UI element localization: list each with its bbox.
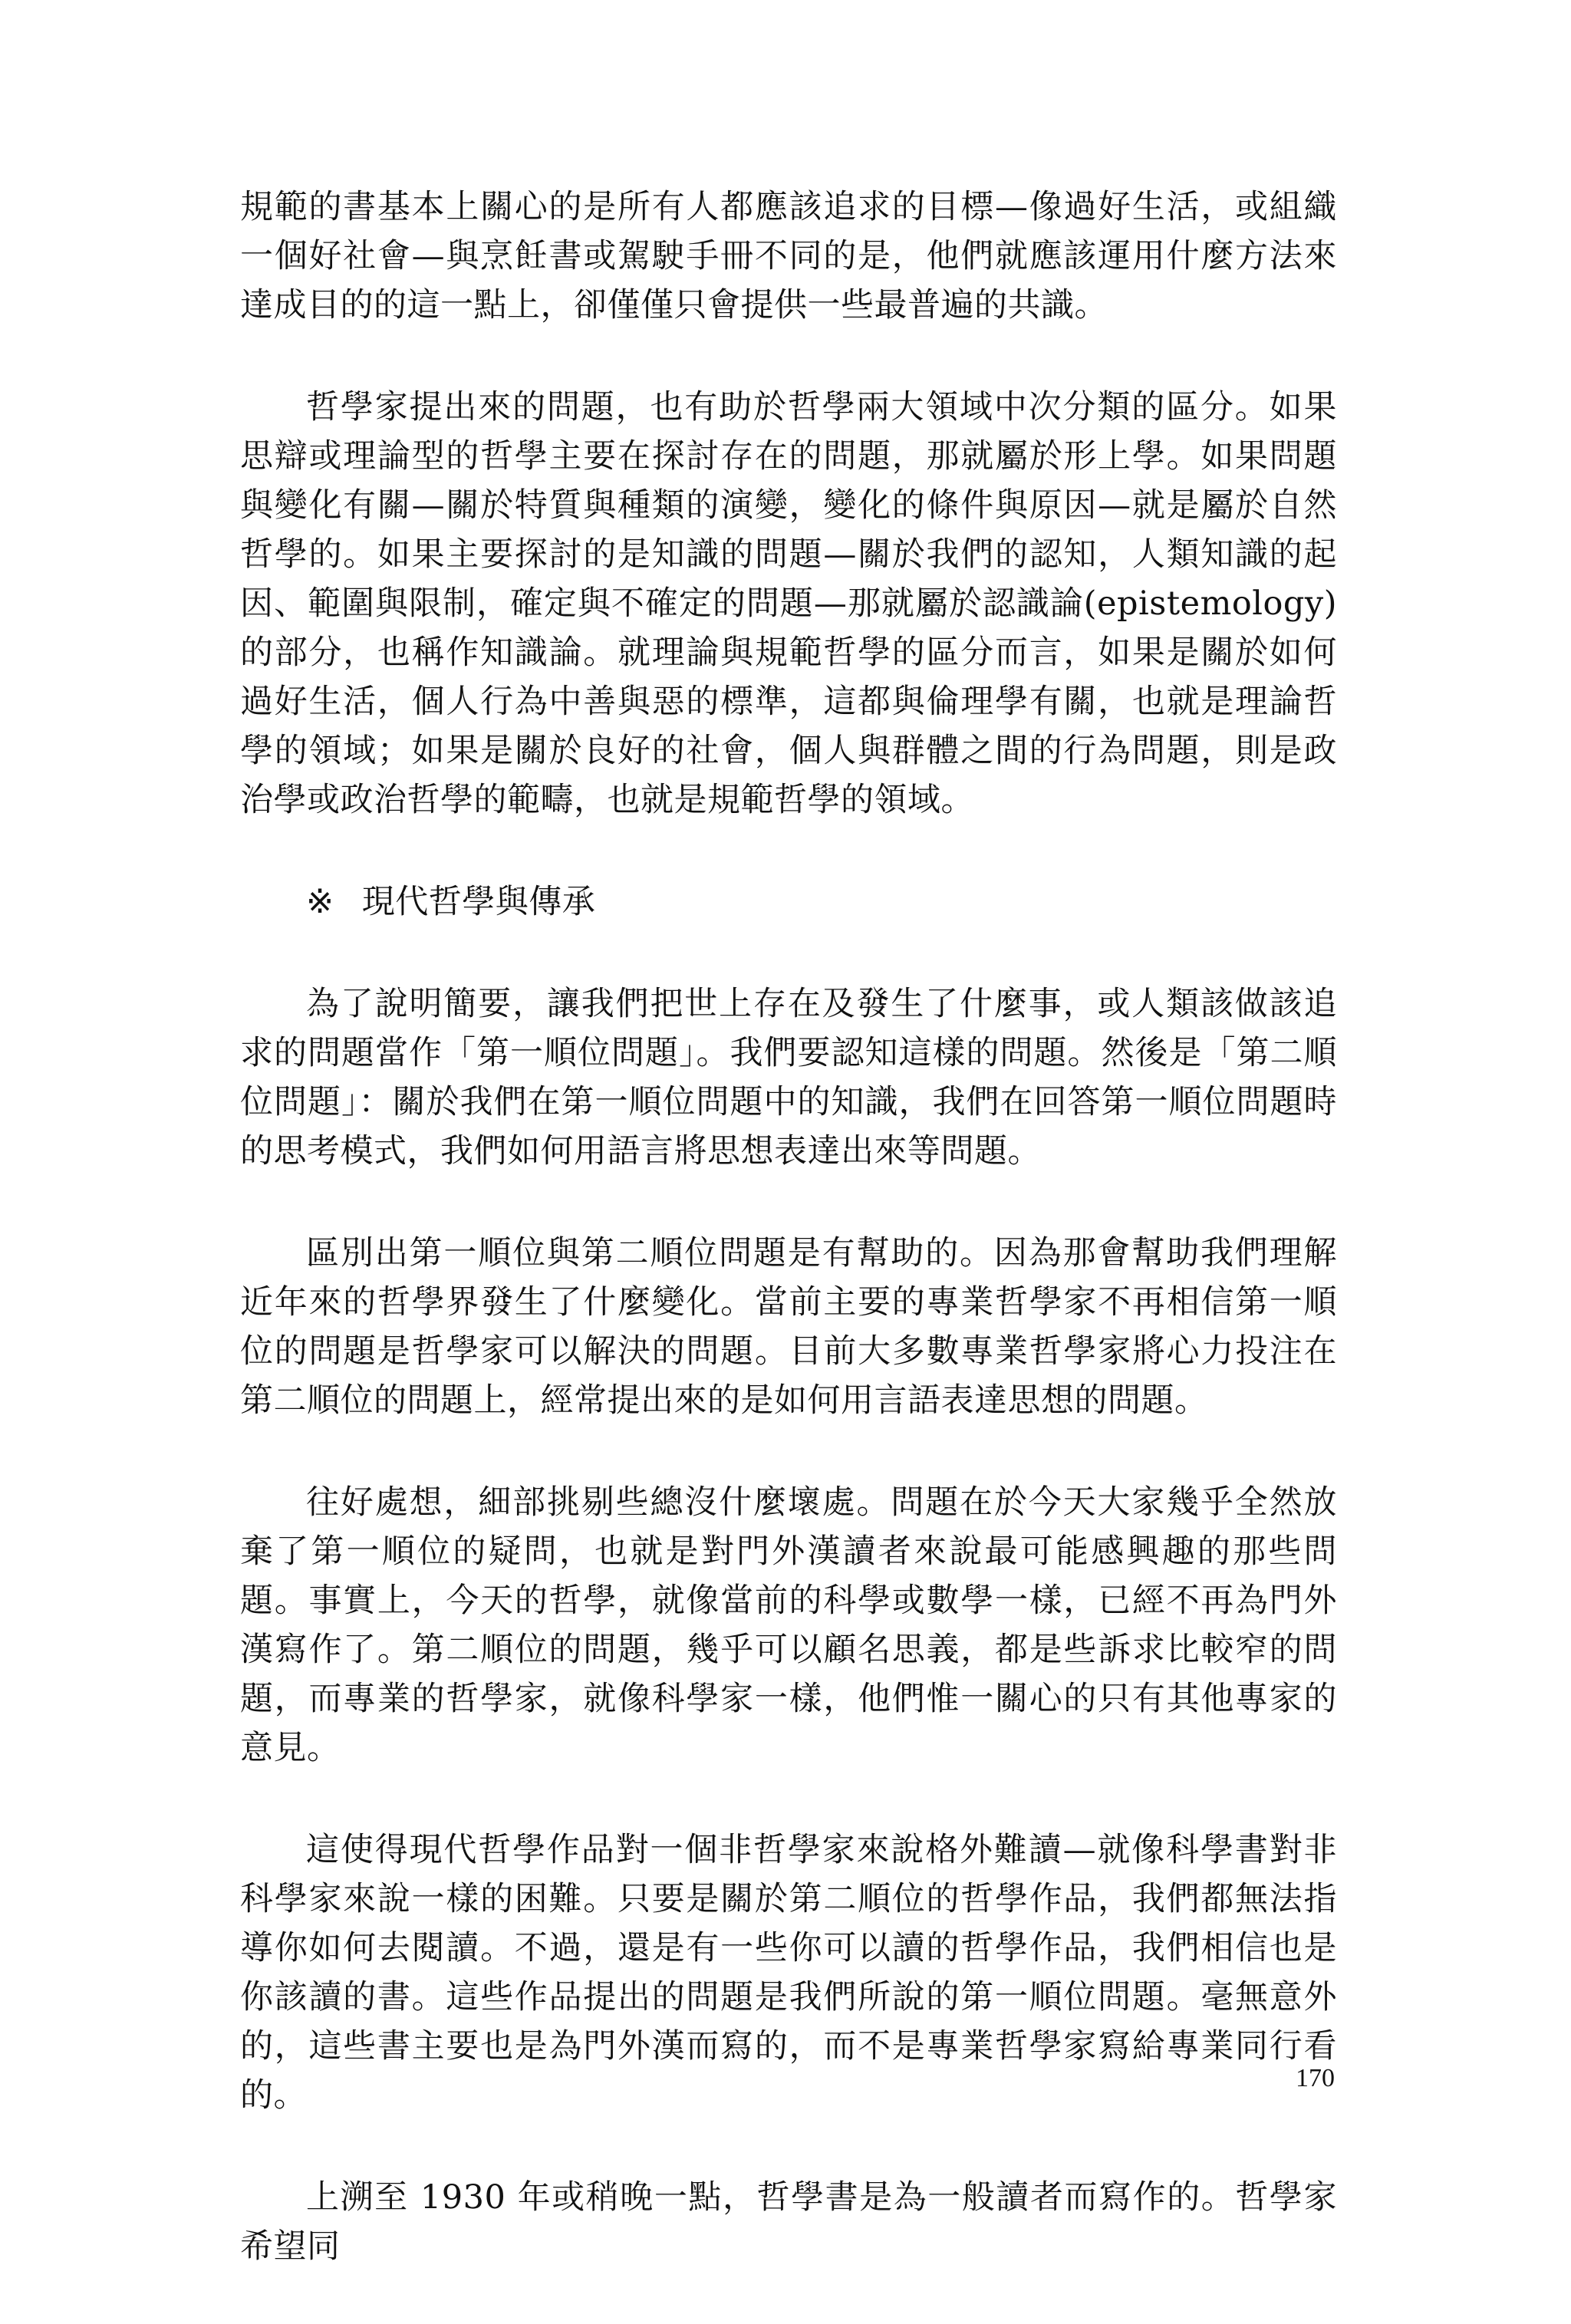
paragraph-abandoned-questions: 往好處想，細部挑剔些總沒什麼壞處。問題在於今天大家幾乎全然放棄了第一順位的疑問，也就是對門外漢讀者來說最可能感興趣的那些問題。事實上，今天的哲學，就像當前的科學或數學一樣，已經不再為門外漢寫作了。第二順位的問題，幾乎可以顧名思義，都是些訴求比較窄的問題，而專業的哲學家，就像科學家一樣，他們惟一關心的只有其他專家的意見。	[240, 1483, 1337, 1767]
paragraph-first-second-order: 為了說明簡要，讓我們把世上存在及發生了什麼事，或人類該做該追求的問題當作「第一順位問題」。我們要認知這樣的問題。然後是「第二順位問題」：關於我們在第一順位問題中的知識，我們在回答第一順位問題時的思考模式，我們如何用語言將思想表達出來等問題。	[240, 985, 1337, 1170]
paragraph-before-1930: 上溯至 1930 年或稍晚一點，哲學書是為一般讀者而寫作的。哲學家希望同	[240, 2178, 1337, 2266]
section-title: 現代哲學與傳承	[361, 883, 596, 921]
paragraph-distinction-helpful: 區別出第一順位與第二順位問題是有幫助的。因為那會幫助我們理解近年來的哲學界發生了什麼變化。當前主要的專業哲學家不再相信第一順位的問題是哲學家可以解決的問題。目前大多數專業哲學家將心力投注在第二順位的問題上，經常提出來的是如何用言語表達思想的問題。	[240, 1234, 1337, 1420]
paragraph-normative-books: 規範的書基本上關心的是所有人都應該追求的目標—像過好生活，或組織一個好社會—與烹飪書或駕駛手冊不同的是，他們就應該運用什麼方法來達成目的的這一點上，卻僅僅只會提供一些最普遍的共識。	[240, 188, 1337, 324]
page-number: 170	[1296, 2064, 1335, 2092]
paragraph-philosophy-branches: 哲學家提出來的問題，也有助於哲學兩大領域中次分類的區分。如果思辯或理論型的哲學主要在探討存在的問題，那就屬於形上學。如果問題與變化有關—關於特質與種類的演變，變化的條件與原因—就是屬於自然哲學的。如果主要探討的是知識的問題—關於我們的認知，人類知識的起因、範圍與限制，確定與不確定的問題—那就屬於認識論(epistemology)的部分，也稱作知識論。就理論與規範哲學的區分而言，如果是關於如何過好生活，個人行為中善與惡的標準，這都與倫理學有關，也就是理論哲學的領域；如果是關於良好的社會，個人與群體之間的行為問題，則是政治學或政治哲學的範疇，也就是規範哲學的領域。	[240, 388, 1337, 819]
paragraph-modern-works-difficult: 這使得現代哲學作品對一個非哲學家來說格外難讀—就像科學書對非科學家來說一樣的困難。只要是關於第二順位的哲學作品，我們都無法指導你如何去閱讀。不過，還是有一些你可以讀的哲學作品，我們相信也是你該讀的書。這些作品提出的問題是我們所說的第一順位問題。毫無意外的，這些書主要也是為門外漢而寫的，而不是專業哲學家寫給專業同行看的。	[240, 1831, 1337, 2115]
page-body	[240, 183, 1337, 2324]
reference-mark: ※	[306, 883, 334, 921]
section-heading	[240, 877, 1337, 927]
